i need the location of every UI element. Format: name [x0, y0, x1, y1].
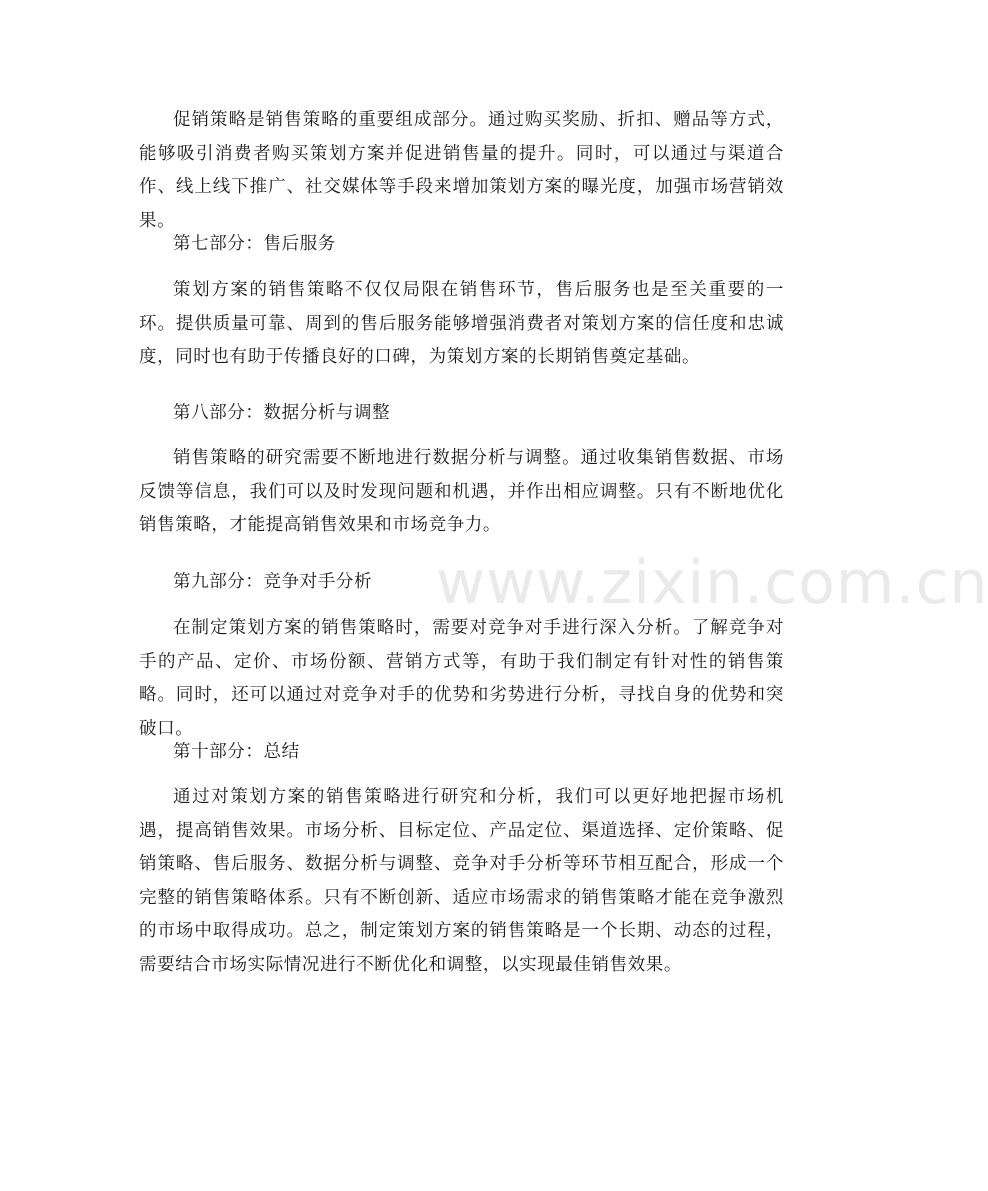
paragraph-competitor-analysis: 在制定策划方案的销售策略时，需要对竞争对手进行深入分析。了解竞争对手的产品、定价、市场份额、营销方式等，有助于我们制定有针对性的销售策略。同时，还可以通过对竞争对手的优势和劣势进行分析，寻找自身的优势和突破口。: [139, 618, 784, 739]
heading-part-eight: 第八部分：数据分析与调整: [173, 403, 391, 423]
heading-part-seven: 第七部分：售后服务: [173, 234, 336, 254]
paragraph-after-sales: 策划方案的销售策略不仅仅局限在销售环节，售后服务也是至关重要的一环。提供质量可靠、周到的售后服务能够增强消费者对策划方案的信任度和忠诚度，同时也有助于传播良好的口碑，为策划方案的长期销售奠定基础。: [139, 280, 784, 367]
heading-part-ten: 第十部分：总结: [173, 742, 300, 762]
heading-part-nine: 第九部分：竞争对手分析: [173, 572, 373, 592]
paragraph-promotion: 促销策略是销售策略的重要组成部分。通过购买奖励、折扣、赠品等方式，能够吸引消费者购买策划方案并促进销售量的提升。同时，可以通过与渠道合作、线上线下推广、社交媒体等手段来增加策划方案的曝光度，加强市场营销效果。: [139, 110, 784, 231]
paragraph-data-analysis: 销售策略的研究需要不断地进行数据分析与调整。通过收集销售数据、市场反馈等信息，我们可以及时发现问题和机遇，并作出相应调整。只有不断地优化销售策略，才能提高销售效果和市场竞争力。: [139, 448, 784, 535]
paragraph-summary: 通过对策划方案的销售策略进行研究和分析，我们可以更好地把握市场机遇，提高销售效果。市场分析、目标定位、产品定位、渠道选择、定价策略、促销策略、售后服务、数据分析与调整、竞争对手分析等环节相互配合，形成一个完整的销售策略体系。只有不断创新、适应市场需求的销售策略才能在竞争激烈的市场中取得成功。总之，制定策划方案的销售策略是一个长期、动态的过程，需要结合市场实际情况进行不断优化和调整，以实现最佳销售效果。: [139, 787, 784, 975]
watermark-text: www.zixin.com.cn: [436, 548, 988, 618]
